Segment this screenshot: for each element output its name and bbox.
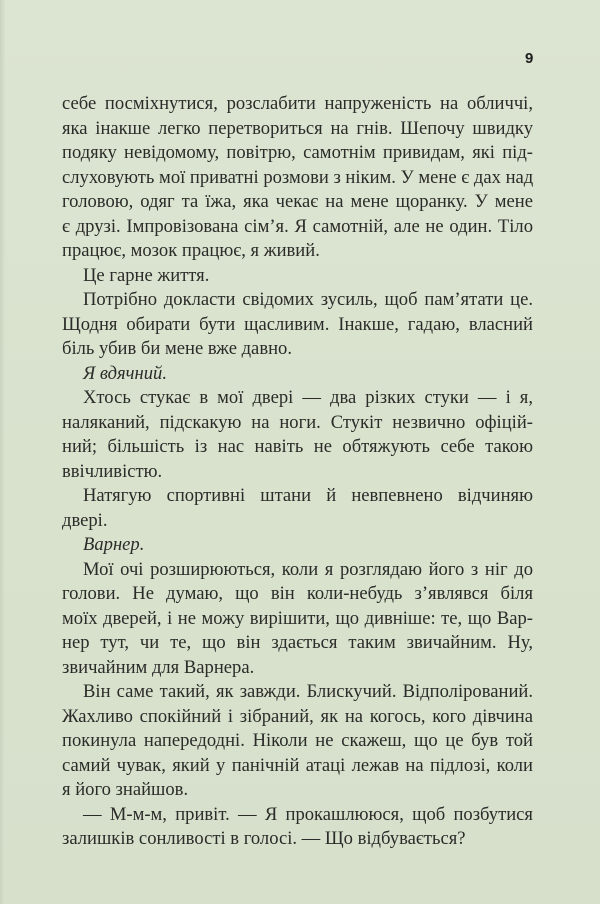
text-line: ний; більшість із нас навіть не обтяжують себе такою: [62, 436, 533, 457]
text-line: біль убив би мене вже давно.: [62, 338, 292, 359]
text-line: голови. Не думаю, що він коли-небудь з’являвся біля: [62, 583, 533, 604]
body-text: [62, 92, 533, 852]
text-line: є друзі. Імпровізована сім’я. Я самотній, але не один. Тіло: [62, 215, 533, 237]
text-line: Мої очі розширюються, коли я розглядаю його з ніг до: [83, 558, 533, 580]
text-line: двері.: [62, 509, 108, 531]
text-line: Натягую спортивні штани й невпевнено відчиняю: [83, 485, 533, 506]
text-line: Я вдячний.: [83, 362, 167, 384]
text-line: Він саме такий, як завжди. Блискучий. Відполірований.: [83, 681, 533, 702]
text-line: самий чувак, який у панічній атаці лежав на підлозі, коли: [62, 754, 533, 776]
text-line: покинула напередодні. Ніколи не скажеш, що це був той: [62, 730, 533, 751]
page-number: 9: [525, 50, 534, 67]
page-edge: [0, 0, 5, 904]
text-line: Потрібно докласти свідомих зусиль, щоб пам’ятати це.: [83, 289, 533, 310]
text-line: моїх дверей, і не можу вирішити, що дивніше: те, що Вар-: [62, 607, 533, 629]
text-line: працює, мозок працює, я живий.: [62, 240, 320, 261]
text-line: залишків сонливості в голосі. — Що відбувається?: [62, 828, 466, 849]
text-line: слуховують мої приватні розмови з ніким. У мене є дах над: [62, 166, 534, 188]
text-line: звичайним для Варнера.: [62, 656, 255, 678]
text-line: подяку невідомому, повітрю, самотнім привидам, які під-: [62, 142, 533, 163]
text-line: Щодня обирати бути щасливим. Інакше, гадаю, власний: [62, 313, 533, 335]
text-line: — М-м-м, привіт. — Я прокашлююся, щоб позбутися: [83, 803, 533, 825]
text-line: наляканий, підскакую на ноги. Стукіт незвично офіцій-: [62, 411, 533, 433]
text-line: яка інакше легко перетвориться на гнів. Шепочу швидку: [62, 117, 533, 139]
text-line: себе посміхнутися, розслабити напруженість на обличчі,: [62, 93, 533, 114]
text-line: Варнер.: [83, 534, 145, 555]
text-line: ввічливістю.: [62, 460, 163, 482]
text-line: головою, одяг та їжа, яка чекає на мене щоранку. У мене: [62, 191, 533, 212]
text-line: Хтось стукає в мої двері — два різких стуки — і я,: [83, 387, 533, 408]
text-line: Жахливо спокійний і зібраний, як на когось, кого дівчина: [62, 705, 533, 727]
text-line: я його знайшов.: [62, 779, 189, 800]
text-line: Це гарне життя.: [83, 264, 210, 286]
text-line: нер тут, чи те, що він здається таким звичайним. Ну,: [62, 632, 533, 653]
